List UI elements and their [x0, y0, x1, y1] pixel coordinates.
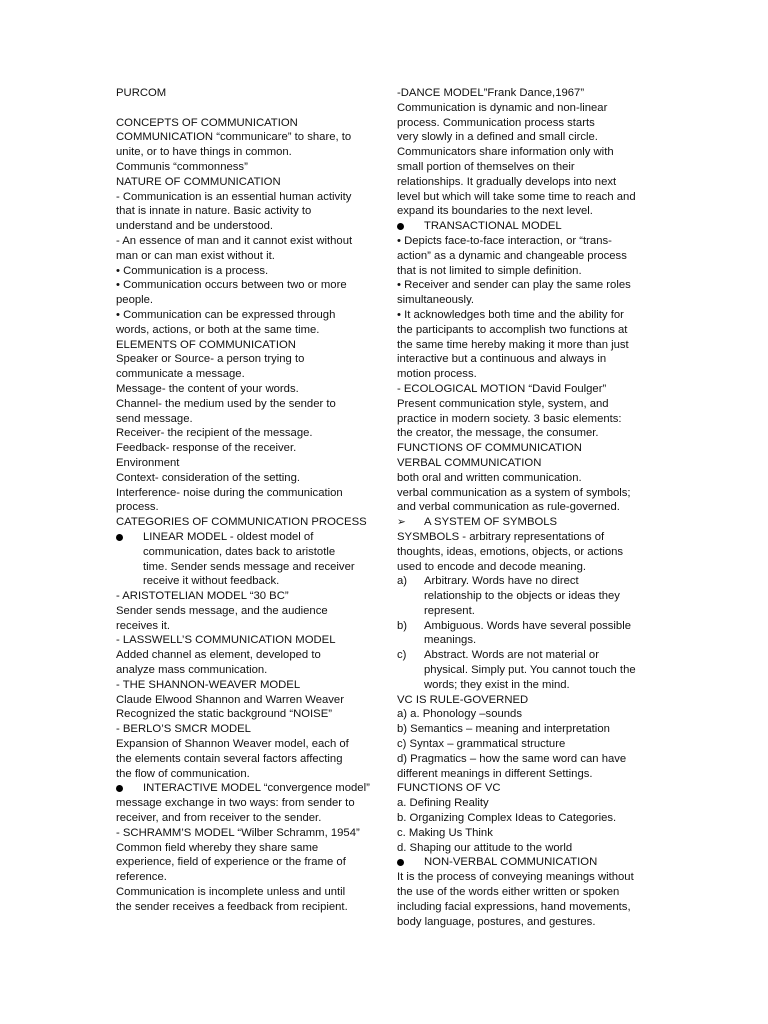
text-line: It is the process of conveying meanings without — [397, 871, 634, 884]
text-line: simultaneously. — [397, 294, 475, 307]
text-line: message exchange in two ways: from sender to — [116, 797, 355, 810]
text-line: - An essence of man and it cannot exist without — [116, 234, 353, 247]
text-line: communicate a message. — [116, 368, 245, 381]
text-line: the flow of communication. — [116, 767, 250, 780]
text-line: the sender receives a feedback from recipient. — [116, 900, 348, 913]
text-line: practice in modern society. 3 basic elements: — [397, 412, 622, 425]
section-heading: CONCEPTS OF COMMUNICATION — [116, 116, 298, 129]
text-line: both oral and written communication. — [397, 471, 582, 484]
text-line: receives it. — [116, 619, 170, 632]
bullet-item — [397, 855, 665, 870]
text-line: Receiver- the recipient of the message. — [116, 427, 313, 440]
bullet-text: NON-VERBAL COMMUNICATION — [424, 856, 598, 869]
text-line: meanings. — [424, 634, 477, 647]
text-line: Channel- the medium used by the sender to — [116, 397, 336, 410]
text-line: Sender sends message, and the audience — [116, 604, 328, 617]
text-line: people. — [116, 294, 154, 307]
list-item-text: Arbitrary. Words have no direct — [424, 575, 579, 588]
bullet-text: INTERACTIVE MODEL “convergence model” — [143, 782, 370, 795]
text-line: • It acknowledges both time and the ability for — [397, 308, 624, 321]
text-line: c. Making Us Think — [397, 826, 493, 839]
text-line: used to encode and decode meaning. — [397, 560, 587, 573]
text-line: time. Sender sends message and receiver — [143, 560, 355, 573]
text-line: a. Defining Reality — [397, 797, 489, 810]
text-line: Interference- noise during the communication — [116, 486, 343, 499]
text-line: receiver, and from receiver to the sender. — [116, 812, 322, 825]
text-line: the same time hereby making it more than just — [397, 338, 629, 351]
left-column — [116, 86, 386, 915]
list-item-text: Ambiguous. Words have several possible — [424, 619, 632, 632]
text-line: Message- the content of your words. — [116, 382, 299, 395]
text-line: man or can man exist without it. — [116, 249, 275, 262]
arrow-item-text: A SYSTEM OF SYMBOLS — [424, 516, 558, 529]
text-line: that is not limited to simple definition. — [397, 264, 582, 277]
text-line: represent. — [424, 604, 475, 617]
bullet-text: LINEAR MODEL - oldest model of — [143, 530, 314, 543]
text-line: • Communication can be expressed through — [116, 308, 336, 321]
text-line: physical. Simply put. You cannot touch the — [424, 664, 636, 677]
text-line: SYSMBOLS - arbitrary representations of — [397, 530, 605, 543]
arrow-bullet-icon: ➢ — [397, 516, 406, 529]
text-line: - ARISTOTELIAN MODEL “30 BC” — [116, 590, 289, 603]
text-line: Present communication style, system, and — [397, 397, 609, 410]
text-line: COMMUNICATION “communicare” to share, to — [116, 131, 352, 144]
text-line: Common field whereby they share same — [116, 841, 319, 854]
bullet-icon — [397, 223, 404, 230]
text-line: Communicators share information only with — [397, 146, 614, 159]
text-line: including facial expressions, hand movements, — [397, 900, 631, 913]
text-line: the elements contain several factors affecting — [116, 752, 343, 765]
document-title: PURCOM — [116, 87, 167, 99]
text-line: small portion of themselves on their — [397, 160, 575, 173]
section-heading: ELEMENTS OF COMMUNICATION — [116, 338, 296, 351]
text-line: action” as a dynamic and changeable process — [397, 249, 627, 262]
section-heading: FUNCTIONS OF VC — [397, 782, 501, 795]
text-line: the use of the words either written or spoken — [397, 886, 620, 899]
bullet-icon — [116, 534, 123, 541]
arrow-item — [397, 515, 665, 530]
text-line: d. Shaping our attitude to the world — [397, 841, 573, 854]
text-line: • Communication is a process. — [116, 264, 269, 277]
text-line: the creator, the message, the consumer. — [397, 427, 599, 440]
text-line: - BERLO’S SMCR MODEL — [116, 723, 251, 736]
bullet-text: TRANSACTIONAL MODEL — [424, 220, 562, 233]
text-line: a) a. Phonology –sounds — [397, 708, 522, 721]
right-column — [397, 86, 665, 929]
text-line: • Communication occurs between two or more — [116, 279, 347, 292]
list-marker: a) — [397, 575, 408, 588]
text-line: process. Communication process starts — [397, 116, 595, 129]
text-line: • Depicts face-to-face interaction, or “trans- — [397, 234, 612, 247]
text-line: Context- consideration of the setting. — [116, 471, 300, 484]
text-line: send message. — [116, 412, 193, 425]
text-line: d) Pragmatics – how the same word can have — [397, 752, 627, 765]
text-line: communication, dates back to aristotle — [143, 545, 336, 558]
text-line: Added channel as element, developed to — [116, 649, 321, 662]
text-line: c) Syntax – grammatical structure — [397, 738, 566, 751]
text-line: - ECOLOGICAL MOTION “David Foulger” — [397, 382, 607, 395]
section-heading: VC IS RULE-GOVERNED — [397, 693, 529, 706]
text-line: receive it without feedback. — [143, 575, 280, 588]
list-item-c — [397, 648, 665, 663]
text-line: Expansion of Shannon Weaver model, each of — [116, 738, 349, 751]
text-line: that is innate in nature. Basic activity to — [116, 205, 312, 218]
text-line: b) Semantics – meaning and interpretation — [397, 723, 610, 736]
section-heading: NATURE OF COMMUNICATION — [116, 175, 281, 188]
text-line: Speaker or Source- a person trying to — [116, 353, 305, 366]
bullet-icon — [116, 785, 123, 792]
text-line: Claude Elwood Shannon and Warren Weaver — [116, 693, 344, 706]
text-line: very slowly in a defined and small circle. — [397, 131, 598, 144]
bullet-item — [116, 530, 386, 545]
text-line: words; they exist in the mind. — [424, 678, 570, 691]
text-line: b. Organizing Complex Ideas to Categories. — [397, 812, 617, 825]
text-line: - THE SHANNON-WEAVER MODEL — [116, 678, 301, 691]
section-heading: VERBAL COMMUNICATION — [397, 456, 542, 469]
text-line: interactive but a continuous and always in — [397, 353, 607, 366]
text-line: motion process. — [397, 368, 477, 381]
text-line: - SCHRAMM’S MODEL “Wilber Schramm, 1954” — [116, 826, 360, 839]
text-line: body language, postures, and gestures. — [397, 915, 596, 928]
text-line: Feedback- response of the receiver. — [116, 442, 297, 455]
bullet-icon — [397, 859, 404, 866]
text-line: verbal communication as a system of symbols; — [397, 486, 631, 499]
text-line: Recognized the static background “NOISE” — [116, 708, 333, 721]
text-line: • Receiver and sender can play the same roles — [397, 279, 631, 292]
text-line: analyze mass communication. — [116, 664, 268, 677]
section-heading: CATEGORIES OF COMMUNICATION PROCESS — [116, 516, 367, 529]
text-line: - Communication is an essential human activity — [116, 190, 352, 203]
text-line: - LASSWELL’S COMMUNICATION MODEL — [116, 634, 336, 647]
text-line: and verbal communication as rule-governed. — [397, 501, 620, 514]
text-line: reference. — [116, 871, 167, 884]
text-line: relationship to the objects or ideas they — [424, 590, 620, 603]
list-item-a — [397, 574, 665, 589]
text-line: understand and be understood. — [116, 220, 274, 233]
text-line: the participants to accomplish two functions at — [397, 323, 628, 336]
list-item-b — [397, 619, 665, 634]
text-line: different meanings in different Settings. — [397, 767, 593, 780]
text-line: -DANCE MODEL”Frank Dance,1967” — [397, 87, 585, 99]
text-line: thoughts, ideas, emotions, objects, or actions — [397, 545, 624, 558]
text-line: words, actions, or both at the same time. — [116, 323, 320, 336]
bullet-item — [116, 781, 386, 796]
text-line: Communis “commonness” — [116, 160, 248, 173]
text-line: expand its boundaries to the next level. — [397, 205, 593, 218]
text-line: process. — [116, 501, 159, 514]
text-line: Communication is incomplete unless and until — [116, 886, 346, 899]
section-heading: FUNCTIONS OF COMMUNICATION — [397, 442, 582, 455]
text-line: relationships. It gradually develops into next — [397, 175, 617, 188]
text-line: Environment — [116, 456, 180, 469]
list-marker: c) — [397, 649, 407, 662]
text-line: level but which will take some time to reach and — [397, 190, 636, 203]
text-line: unite, or to have things in common. — [116, 146, 292, 159]
list-marker: b) — [397, 619, 408, 632]
list-item-text: Abstract. Words are not material or — [424, 649, 599, 662]
bullet-item — [397, 219, 665, 234]
text-line: experience, field of experience or the frame of — [116, 856, 346, 869]
blank-line — [116, 101, 386, 116]
text-line: Communication is dynamic and non-linear — [397, 101, 608, 114]
